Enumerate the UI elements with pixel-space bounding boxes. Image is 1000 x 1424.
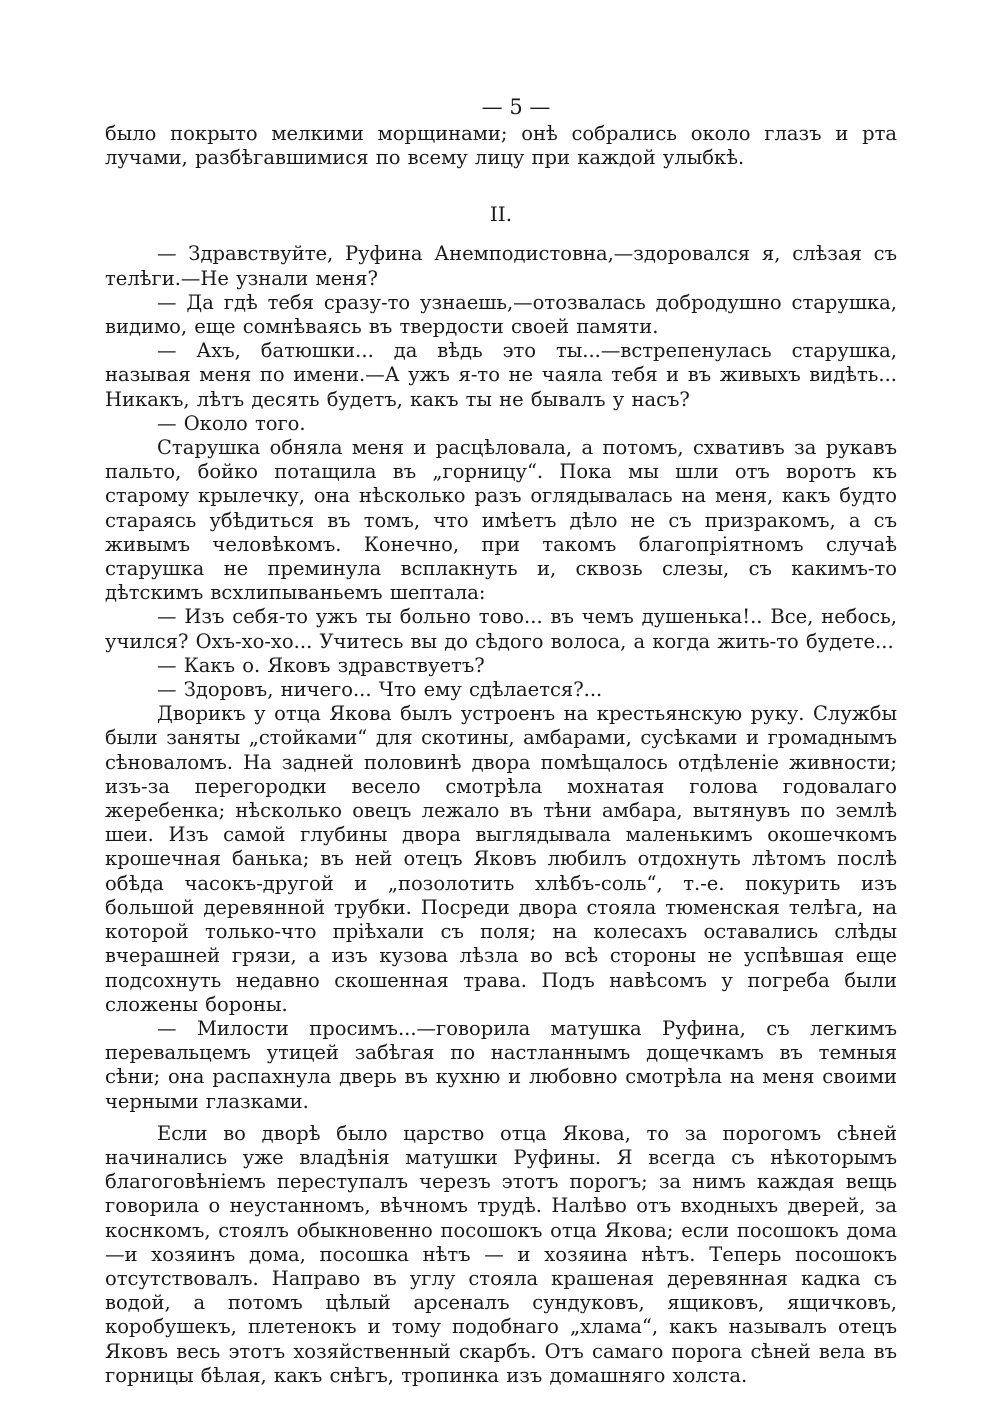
paragraph: Дворикъ у отца Якова былъ устроенъ на крестьянскую руку. Службы были заняты „стойками“ для скотины, амбарами, сусѣками и громаднымъ сѣноваломъ. На задней половинѣ двора помѣщалось отдѣленіе живности; изъ-за перегородки весело смотрѣла мохнатая голова годовалаго жеребенка; нѣсколько овецъ лежало въ тѣни амбара, вытянувъ по землѣ шеи. Изъ самой глубины двора выглядывала маленькимъ окошечкомъ крошечная банька; въ ней отецъ Яковъ любилъ отдохнуть лѣтомъ послѣ обѣда часокъ-другой и „позолотить хлѣбъ-соль“, т.-е. покурить изъ большой деревянной трубки. Посреди двора стояла тюменская телѣга, на которой только-что пріѣхали съ поля; на колесахъ оставались слѣды вчерашней грязи, а изъ кузова лѣзла во всѣ стороны не успѣвшая еще подсохнуть недавно скошенная трава. Подъ навѣсомъ у погреба были сложены бороны. bbox=[105, 702, 897, 1016]
paragraph: Если во дворѣ было царство отца Якова, то за порогомъ сѣней начинались уже владѣнія матушки Руфины. Я всегда съ нѣкоторымъ благоговѣніемъ переступалъ черезъ этотъ порогъ; за нимъ каждая вещь говорила о неустанномъ, вѣчномъ трудѣ. Налѣво отъ входныхъ дверей, за коснкомъ, стоялъ обыкновенно посошокъ отца Якова; если посошокъ дома—и хозяинъ дома, посошка нѣтъ — и хозяина нѣтъ. Теперь посошокъ отсутствовалъ. Направо въ углу стояла крашеная деревянная кадка съ водой, а потомъ цѣлый арсеналъ сундуковъ, ящиковъ, ящичковъ, коробушекъ, плетенокъ и тому подобнаго „хлама“, какъ называлъ отецъ Яковъ весь этотъ хозяйственный скарбъ. Отъ самаго порога сѣней вела въ горницы бѣлая, какъ снѣгъ, тропинка изъ домашняго холста. bbox=[105, 1121, 897, 1387]
paragraph: — Милости просимъ...—говорила матушка Руфина, съ легкимъ перевальцемъ утицей забѣгая по настланнымъ дощечкамъ въ темныя сѣни; она распахнула дверь въ кухню и любовно смотрѣла на меня своими черными глазками. bbox=[105, 1016, 897, 1113]
chapter-heading: II. bbox=[489, 202, 513, 227]
paragraph: — Ахъ, батюшки... да вѣдь это ты...—встрепенулась старушка, называя меня по имени.—А ужъ я-то не чаяла тебя и въ живыхъ видѣть... Никакъ, лѣтъ десять будетъ, какъ ты не бывалъ у насъ? bbox=[105, 339, 897, 411]
paragraph: — Какъ о. Яковъ здравствуетъ? bbox=[157, 653, 485, 677]
paragraph: — Здравствуйте, Руфина Анемподистовна,—здоровался я, слѣзая съ телѣги.—Не узнали меня? bbox=[105, 242, 897, 290]
paragraph: — Изъ себя-то ужъ ты больно тово... въ чемъ душенька!.. Все, небось, учился? Охъ-хо-хо... Учитесь вы до сѣдого волоса, а когда жить-то будете... bbox=[105, 605, 897, 653]
paragraph: — Да гдѣ тебя сразу-то узнаешь,—отозвалась добродушно старушка, видимо, еще сомнѣваясь въ твердости своей памяти. bbox=[105, 290, 897, 339]
paragraph-continued: было покрыто мелкими морщинами; онѣ собрались около глазъ и рта лучами, разбѣгавшимися по всему лицу при каждой улыбкѣ. bbox=[105, 122, 897, 170]
page-number: — 5 — bbox=[481, 95, 551, 119]
page-body bbox=[105, 92, 897, 1388]
paragraph: Старушка обняла меня и расцѣловала, а потомъ, схвативъ за рукавъ пальто, бойко потащила въ „горницу“. Пока мы шли отъ воротъ къ старому крылечку, она нѣсколько разъ оглядывалась на меня, какъ будто стараясь убѣдиться въ томъ, что имѣетъ дѣло не съ призракомъ, а съ живымъ человѣкомъ. Конечно, при такомъ благопріятномъ случаѣ старушка не преминула всплакнуть и, сквозь слезы, съ какимъ-то дѣтскимъ всхлипываньемъ шептала: bbox=[105, 436, 897, 605]
paragraph: — Здоровъ, ничего... Что ему сдѣлается?... bbox=[157, 678, 603, 702]
paragraph-gap bbox=[105, 1114, 897, 1122]
paragraph: — Около того. bbox=[157, 411, 306, 435]
